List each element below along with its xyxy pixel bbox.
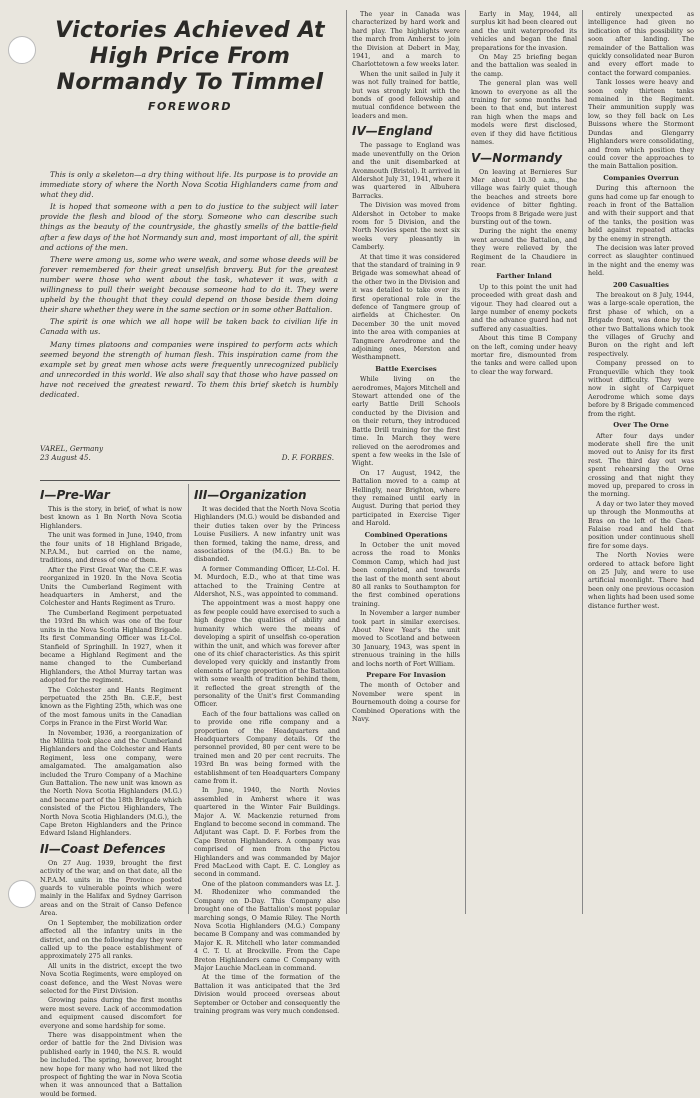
foreword-paragraph: The spirit is one which we all hope will be taken back to civilian life in Canada with us. [40,317,338,337]
body-paragraph: On leaving at Bernieres Sur Mer about 10.30 a.m., the village was fairly quiet though the beaches and streets bore evidence of bitter fighting. Troops from 8 Brigade were just bursting out of the town. [471,167,577,226]
section-divider [40,480,340,481]
body-paragraph: The year in Canada was characterized by hard work and hard play. The highlights were the march from Amherst to join the Division at Debert in May, 1941, and a march to Charlottetown a few weeks later. [352,10,460,69]
body-paragraph: The breakout on 8 July, 1944, was a large-scale operation, the first phase of which, on a Brigade front, was done by the other two Battalions which took the villages of Gruchy and Buron on the right and left respectively. [588,291,694,358]
article-subtitle: FOREWORD [148,100,232,113]
body-paragraph: In November a larger number took part in similar exercises. About New Year's the unit moved to Scotland and between 30 January, 1943, was spent in strenuous training in the hills and lochs north of Fort William. [352,609,460,668]
sub-heading: Farther Inland [496,272,552,281]
foreword-signature [40,444,338,462]
column-4 [471,10,577,914]
signature-date: 23 August 45. [40,453,91,462]
body-paragraph: Growing pains during the first months were most severe. Lack of accommodation and equipment caused discomfort for everyone and some hardship for some. [40,996,182,1030]
column-1 [40,484,182,1098]
column-3 [352,10,460,914]
body-paragraph: The general plan was well known to everyone as all the training for some months had been to that end, but interest ran high when the maps and models were first disclosed, even if they did have fictitious names. [471,79,577,147]
body-paragraph: The Division was moved from Aldershot in October to make room for 5 Division, and the North Novies spent the next six weeks very pleasantly in Camberly. [352,201,460,252]
column-2 [194,484,340,1015]
body-paragraph: A day or two later they moved up through the Monmouths at Bras on the left of the Caen-Falaise road and held that position under continuous shell fire for some days. [588,499,694,550]
body-paragraph: In November, 1936, a reorganization of the Militia took place and the Cumberland Highlanders and the Colchester and Hants Regiment, less one company, were amalgamated. The amalgamation also included the Truro Company of a Machine Gun Battalion. The new unit was known as the North Nova Scotia Highlanders (M.G.) and became part of the 18th Brigade which consisted of the Pictou Highlanders, The North Nova Scotia Highlanders (M.G.), the Cape Breton Highlanders and the Prince Edward Island Highlanders. [40,728,182,838]
body-paragraph: After four days under moderate shell fire the unit moved out to Anisy for its first rest. The third day out was spent rehearsing the Orne crossing and that night they moved up, prepared to cross in the morning. [588,431,694,499]
body-paragraph: A former Commanding Officer, Lt-Col. H. M. Murdoch, E.D., who at that time was attached to the Training Centre at Aldershot, N.S., was appointed to command. [194,564,340,599]
body-paragraph: On 27 Aug. 1939, brought the first activity of the war, and on that date, all the N.P.A.M. units in the Province posted guards to vulnerable points which were mainly in the Halifax and Sydney Garrison areas and on the Strait of Canso Defence Area. [40,858,182,918]
body-paragraph: Company pressed on to Franqueville which they took without difficulty. They were now in sight of Carpiquet Aerodrome which some days before by 8 Brigade commenced from the right. [588,359,694,418]
section-heading: I—Pre-War [40,488,110,502]
binder-hole [8,880,36,908]
article-title: Victories Achieved At High Price From Normandy To Timmel [55,18,325,95]
body-paragraph: About this time B Company on the left, coming under heavy mortar fire, dismounted from the tanks and were called upon to clear the way forward. [471,334,577,376]
body-paragraph: All units in the district, except the two Nova Scotia Regiments, were employed on coast defence, and the West Novas were selected for the First Division. [40,961,182,995]
foreword-paragraph: Many times platoons and companies were inspired to perform acts which seemed beyond the strength of human flesh. This inspiration came from the example set by great men whose acts were frequently unrecognized publicly and unrecorded in this world. We also shall say that those who have passed on have not received the greatest reward. To them this brief sketch is humbly dedicated. [40,339,338,399]
body-paragraph: The North Novies were ordered to attack before light on 25 July, and were to use artificial moonlight. There had been only one previous occasion when lights had been used some distance further west. [588,551,694,610]
column-5 [588,10,694,914]
body-paragraph: Tank losses were heavy and soon only thirteen tanks remained in the Regiment. Their ammunition supply was low, so they fell back on Les Buissons where the Stormont Dundas and Glengarry Highlanders were consolidating, and from which position they could cover the approaches to the main Battalion position. [588,78,694,171]
sub-heading: Combined Operations [364,530,448,539]
column-rule [346,10,347,914]
column-rule [465,10,466,914]
body-paragraph: On 1 September, the mobilization order affected all the infantry units in the district, and on the following day they were called up to the peace establishment of approximately 275 all ranks. [40,918,182,961]
section-heading: V—Normandy [471,150,563,165]
body-paragraph: In October the unit moved across the road to Monks Common Camp, which had just been completed, and towards the last of the month sent about 80 all ranks to Southampton for the first combined operations training. [352,540,460,608]
body-paragraph: The passage to England was made uneventfully on the Orion and the unit disembarked at Avonmouth (Bristol). It arrived in Aldershot July 31, 1941, where it was quartered in Albuhera Barracks. [352,141,461,200]
sub-heading: Prepare For Invasion [366,671,446,680]
body-paragraph: On May 25 briefing began and the battalion was sealed in the camp. [471,53,577,78]
column-rule [188,484,189,914]
foreword-paragraph: It is hoped that someone with a pen to do justice to the subject will later provide the flesh and blood of the story. Someone who can describe such things as the beauty of the countryside, the ghastly smells of the battle-field after a few days of the hot Normandy sun and, most important of all, the spirit and actions of the men. [40,202,338,252]
body-paragraph: Up to this point the unit had proceeded with great dash and vigour. They had cleared out a large number of enemy pockets and the advance guard had not suffered any casualties. [471,282,577,333]
body-paragraph: Early in May, 1944, all surplus kit had been cleared out and the unit waterproofed its vehicles and began the final preparations for the invasion. [471,10,577,52]
body-paragraph: The unit was formed in June, 1940, from the four units of 18 Highland Brigade, N.P.A.M., but carried on the name, traditions, and dress of one of them. [40,531,182,565]
body-paragraph: During the night the enemy went around the Battalion, and they were relieved by the Regiment de la Chaudiere in rear. [471,227,577,269]
section-heading: II—Coast Defences [40,841,166,856]
binder-hole [8,36,36,64]
foreword-body [40,170,338,402]
sub-heading: 200 Casualties [613,280,669,289]
body-paragraph: When the unit sailed in July it was not fully trained for battle, but was strongly knit with the bonds of good fellowship and mutual confidence between the leaders and men. [352,69,460,120]
signature-author: D. F. FORBES. [281,453,334,462]
body-paragraph: The decision was later proved correct as slaughter continued in the night and the enemy was held. [588,243,694,278]
foreword-paragraph: This is only a skeleton—a dry thing without life. Its purpose is to provide an immediate story of where the North Nova Scotia Highlanders came from and what they did. [40,170,338,200]
body-paragraph: While living on the aerodromes, Majors Mitchell and Stewart attended one of the early Battle Drill Schools conducted by the Division and on their return, they introduced Battle Drill training for the first time. In March they were relieved on the aerodromes and spent a few weeks in the Isle of Wight. [352,375,460,468]
body-paragraph: On 17 August, 1942, the Battalion moved to a camp at Hellingly, near Brighton, where they remained until early in August. During that period they participated in Exercise Tiger and Harold. [352,468,460,528]
body-paragraph: One of the platoon commanders was Lt. J. M. Rhodenizer who commanded the Company on D-Day. This Company also brought one of the Battalion's most popular marching songs, O Mamie Riley. The North Nova Scotia Highlanders (M.G.) Company became B Company and was commanded by Major K. R. Mitchell who later commanded 4 C. T. U. at Brockville. From the Cape Breton Highlanders came C Company with Major Lauchie MacLean in command. [194,879,340,972]
body-paragraph: The Cumberland Regiment perpetuated the 193rd Bn which was one of the four units in the Nova Scotia Highland Brigade. Its first Commanding Officer was Lt-Col. Stanfield of Springhill. In 1927, when it became a Highland Regiment and the name changed to the Cumberland Highlanders, the Athol Murray tartan was adopted for the regiment. [40,608,182,685]
article-header [40,18,340,113]
body-paragraph: The appointment was a most happy one as few people could have exercised to such a high degree the qualities of ability and humanity which were the means of developing a spirit of unselfish co-operation within the unit, and which was forever after one of its chief characteristics. As this spirit developed very quickly and instantly from elements of large proportion of the Battalion with some wealth of tradition behind them, it reflected the great strength of the personality of the Unit's first Commanding Officer. [194,599,340,709]
column-rule [582,10,583,914]
body-paragraph: The Colchester and Hants Regiment perpetuated the 25th Bn. C.E.F., best known as the Fighting 25th, which was one of the most famous units in the Canadian Corps in France in the First World War. [40,685,182,728]
section-heading: IV—England [352,124,433,139]
body-paragraph: entirely unexpected as intelligence had given no indication of this possibility so soon after landing. The remainder of the Battalion was quickly consolidated near Buron and every effort made to contact the forward companies. [588,10,694,77]
sub-heading: Over The Orne [613,421,669,430]
sub-heading: Companies Overrun [603,173,679,182]
body-paragraph: At that time it was considered that the standard of training in 9 Brigade was somewhat ahead of the other two in the Division and it was detailed to take over its first operational role in the defence of Tangmere group of airfields at Chichester. On December 30 the unit moved into the area with companies at Tangmere Aerodrome and the adjoining ones, Merston and Westhampnett. [352,252,460,362]
body-paragraph: After the First Great War, the C.E.F. was reorganized in 1920. In the Nova Scotia Units the Cumberland Regiment with headquarters in Amherst, and the Colchester and Hants Regiment as Truro. [40,565,182,608]
sub-heading: Battle Exercises [375,364,437,373]
body-paragraph: During this afternoon the guns had come up far enough to reach in front of the Battalion and with their support and that of the tanks, the position was held against repeated attacks by the enemy in strength. [588,184,694,243]
body-paragraph: The month of October and November were spent in Bournemouth doing a course for Combined Operations with the Navy. [352,681,460,724]
signature-place: VAREL, Germany [40,444,104,453]
section-heading: III—Organization [194,488,307,502]
body-paragraph: It was decided that the North Nova Scotia Highlanders (M.G.) would be disbanded and their duties taken over by the Princess Louise Fusiliers. A new infantry unit was then formed, taking the name, dress, and associations of the (M.G.) Bn. to be disbanded. [194,505,340,564]
body-paragraph: There was disappointment when the order of battle for the 2nd Division was published early in 1940, the N.S. R. would be included. The spring, however, brought new hope for many who had not liked the prospect of fighting the war in Nova Scotia when it was announced that a Battalion would be formed. [40,1030,182,1098]
body-paragraph: Each of the four battalions was called on to provide one rifle company and a proportion of the Headquarters and Headquarters Company details. Of the personnel provided, 80 per cent were to be trained men and 20 per cent recruits. The 193rd Bn was being formed with the establishment of ten Headquarters Company came from it. [194,709,340,785]
body-paragraph: At the time of the formation of the Battalion it was anticipated that the 3rd Division would proceed overseas about September or October and consequently the training program was very much condensed. [194,973,340,1015]
body-paragraph: This is the story, in brief, of what is now best known as 1 Bn North Nova Scotia Highlanders. [40,505,182,530]
foreword-paragraph: There were among us, some who were weak, and some whose deeds will be forever remembered for their great unselfish bravery. But for the greatest number were those who went about the task, whatever it was, with a willingness to pull their weight because someone had to do it. They were upheld by the thought that they could depend on those beside them doing their share whether they were in the same section or in some other Battalion. [40,254,338,315]
body-paragraph: In June, 1940, the North Novies assembled in Amherst where it was quartered in the Winter Fair Buildings. Major A. W. Mackenzie returned from England to become second in command. The Adjutant was Capt. D. F. Forbes from the Cape Breton Highlanders. A company was comprised of men from the Pictou Highlanders and was commanded by Major Fred MacLeod with Capt. E. C. Longley as second in command. [194,786,340,879]
